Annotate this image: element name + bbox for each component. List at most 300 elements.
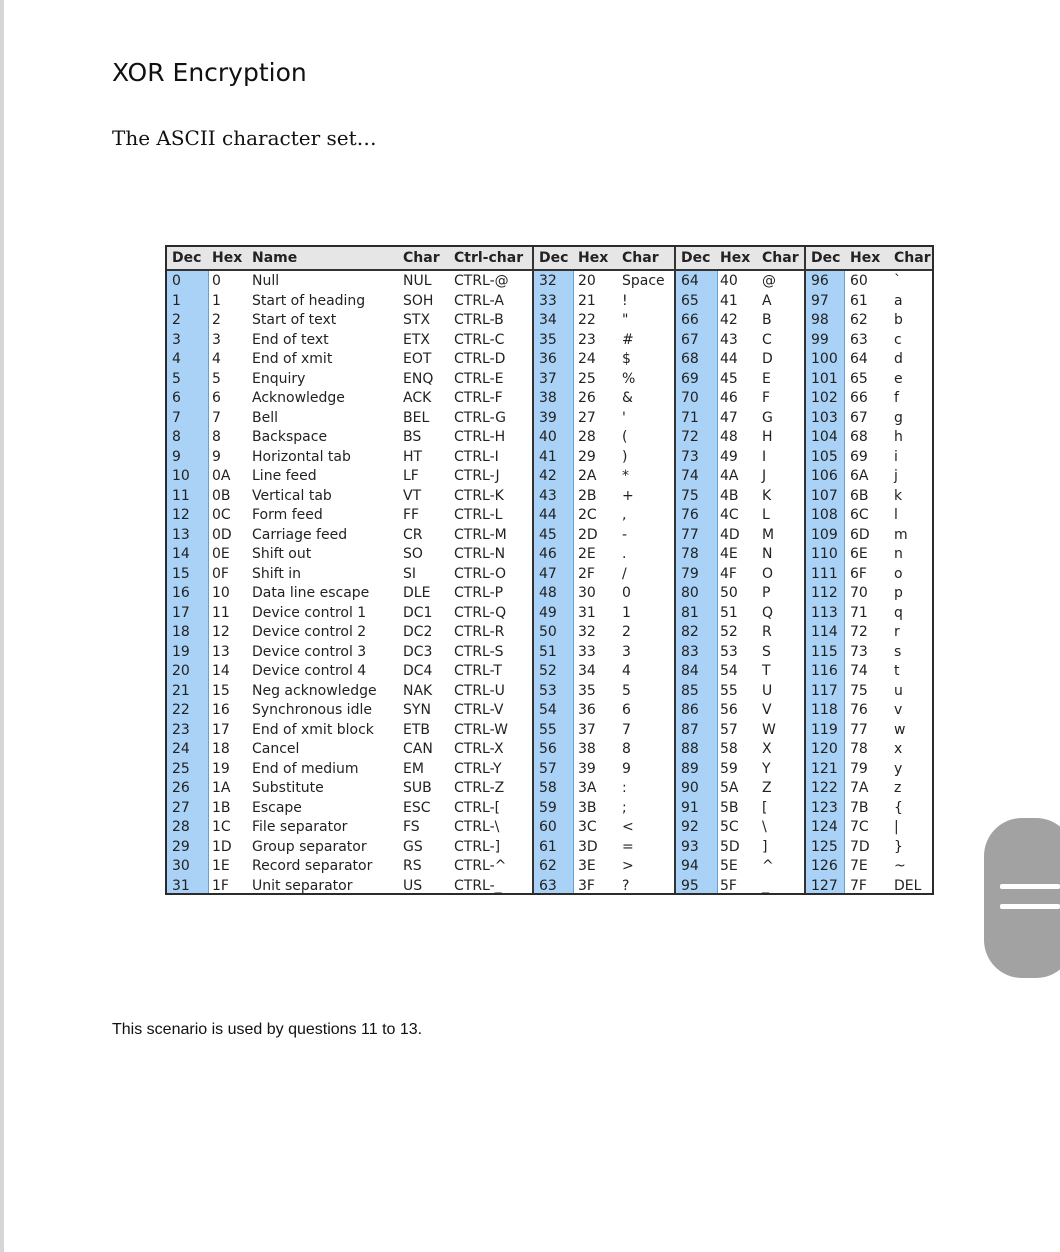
- cell-dec: 99: [811, 331, 829, 348]
- table-row: [676, 643, 804, 663]
- header-hex: Hex: [578, 250, 609, 266]
- cell-hex: 2E: [578, 546, 596, 563]
- cell-dec: 88: [681, 741, 699, 758]
- cell-dec: 38: [539, 390, 557, 407]
- cell-dec: 20: [172, 663, 190, 680]
- cell-dec: 96: [811, 273, 829, 289]
- cell-hex: 5: [212, 370, 221, 387]
- cell-char: ": [622, 312, 629, 329]
- cell-hex: 0: [212, 273, 221, 289]
- header-dec: Dec: [811, 250, 841, 266]
- cell-hex: 77: [850, 721, 868, 738]
- cell-char: 3: [622, 643, 631, 660]
- cell-dec: 9: [172, 448, 181, 465]
- table-row: [676, 623, 804, 643]
- cell-ctrl-char: CTRL-U: [454, 682, 505, 699]
- cell-hex: 17: [212, 721, 230, 738]
- cell-dec: 41: [539, 448, 557, 465]
- cell-dec: 123: [811, 799, 838, 816]
- table-row: [534, 370, 674, 390]
- cell-dec: 69: [681, 370, 699, 387]
- cell-char: <: [622, 819, 634, 836]
- table-row: [676, 838, 804, 858]
- cell-char: U: [762, 682, 773, 699]
- cell-hex: 6E: [850, 546, 868, 563]
- cell-hex: 4: [212, 351, 221, 368]
- table-row: [167, 779, 532, 799]
- cell-char: B: [762, 312, 772, 329]
- cell-dec: 80: [681, 585, 699, 602]
- cell-dec: 0: [172, 273, 181, 289]
- cell-char: DEL: [894, 877, 922, 894]
- cell-dec: 98: [811, 312, 829, 329]
- table-row: [676, 857, 804, 877]
- cell-hex: 27: [578, 409, 596, 426]
- cell-ctrl-char: CTRL-D: [454, 351, 506, 368]
- table-row: [534, 311, 674, 331]
- cell-hex: 78: [850, 741, 868, 758]
- cell-hex: 65: [850, 370, 868, 387]
- cell-hex: 6A: [850, 468, 869, 485]
- table-row: [806, 487, 932, 507]
- cell-hex: 69: [850, 448, 868, 465]
- cell-char: 5: [622, 682, 631, 699]
- cell-char: W: [762, 721, 776, 738]
- cell-dec: 100: [811, 351, 838, 368]
- cell-char: #: [622, 331, 634, 348]
- table-row: [534, 623, 674, 643]
- table-row: [167, 311, 532, 331]
- cell-char: SO: [403, 546, 423, 563]
- cell-dec: 3: [172, 331, 181, 348]
- header-hex: Hex: [212, 250, 243, 266]
- cell-hex: 5F: [720, 877, 737, 894]
- table-row: [806, 604, 932, 624]
- cell-dec: 117: [811, 682, 838, 699]
- table-row: [676, 779, 804, 799]
- cell-char: L: [762, 507, 770, 524]
- cell-dec: 4: [172, 351, 181, 368]
- cell-dec: 115: [811, 643, 838, 660]
- cell-hex: 8: [212, 429, 221, 446]
- cell-char: $: [622, 351, 631, 368]
- table-row: [534, 526, 674, 546]
- cell-char: ETX: [403, 331, 430, 348]
- cell-hex: 2F: [578, 565, 595, 582]
- cell-char: Z: [762, 780, 772, 797]
- cell-char: /: [622, 565, 627, 582]
- table-row: [806, 389, 932, 409]
- cell-char: -: [622, 526, 628, 543]
- cell-char: V: [762, 702, 772, 719]
- cell-hex: 1E: [212, 858, 230, 875]
- cell-hex: 6D: [850, 526, 870, 543]
- cell-dec: 122: [811, 780, 838, 797]
- header-hex: Hex: [720, 250, 751, 266]
- table-row: [806, 643, 932, 663]
- table-row: [806, 448, 932, 468]
- cell-dec: 5: [172, 370, 181, 387]
- cell-dec: 21: [172, 682, 190, 699]
- cell-ctrl-char: CTRL-E: [454, 370, 504, 387]
- cell-char: v: [894, 702, 903, 719]
- cell-dec: 114: [811, 624, 838, 641]
- cell-dec: 51: [539, 643, 557, 660]
- table-row: [167, 487, 532, 507]
- table-row: [534, 760, 674, 780]
- table-row: [806, 428, 932, 448]
- cell-char: (: [622, 429, 628, 446]
- cell-char: g: [894, 409, 903, 426]
- cell-hex: 2A: [578, 468, 597, 485]
- cell-name: Record separator: [252, 858, 373, 875]
- table-row: [167, 818, 532, 838]
- cell-hex: 45: [720, 370, 738, 387]
- table-row: [676, 448, 804, 468]
- cell-char: P: [762, 585, 771, 602]
- cell-char: f: [894, 390, 899, 407]
- table-row: [167, 721, 532, 741]
- cell-hex: 75: [850, 682, 868, 699]
- cell-hex: 0B: [212, 487, 231, 504]
- ascii-group-symbols: [534, 247, 676, 893]
- cell-hex: 73: [850, 643, 868, 660]
- cell-hex: 3F: [578, 877, 595, 894]
- cell-char: *: [622, 468, 629, 485]
- table-row: [167, 584, 532, 604]
- cell-dec: 74: [681, 468, 699, 485]
- cell-hex: 10: [212, 585, 230, 602]
- cell-hex: 7E: [850, 858, 868, 875]
- table-row: [676, 331, 804, 351]
- cell-char: 2: [622, 624, 631, 641]
- cell-dec: 29: [172, 838, 190, 855]
- table-row: [167, 370, 532, 390]
- table-row: [167, 565, 532, 585]
- cell-hex: 18: [212, 741, 230, 758]
- cell-char: b: [894, 312, 903, 329]
- cell-dec: 8: [172, 429, 181, 446]
- cell-char: ': [622, 409, 626, 426]
- table-row: [676, 467, 804, 487]
- cell-dec: 59: [539, 799, 557, 816]
- table-row: [806, 721, 932, 741]
- cell-char: F: [762, 390, 771, 407]
- cell-char: @: [762, 273, 776, 289]
- cell-char: x: [894, 741, 903, 758]
- cell-name: Vertical tab: [252, 487, 332, 504]
- cell-dec: 60: [539, 819, 557, 836]
- table-row: [676, 740, 804, 760]
- table-header-row: [676, 247, 804, 271]
- table-row: [534, 838, 674, 858]
- cell-hex: 24: [578, 351, 596, 368]
- cell-dec: 31: [172, 877, 190, 894]
- table-row: [534, 448, 674, 468]
- cell-dec: 110: [811, 546, 838, 563]
- cell-char: i: [894, 448, 898, 465]
- cell-dec: 103: [811, 409, 838, 426]
- table-row: [806, 565, 932, 585]
- cell-ctrl-char: CTRL-O: [454, 565, 507, 582]
- cell-char: z: [894, 780, 902, 797]
- cell-char: ;: [622, 799, 627, 816]
- cell-dec: 42: [539, 468, 557, 485]
- cell-dec: 126: [811, 858, 838, 875]
- cell-char: 0: [622, 585, 631, 602]
- cell-ctrl-char: CTRL-R: [454, 624, 505, 641]
- cell-ctrl-char: CTRL-V: [454, 702, 504, 719]
- table-row: [167, 760, 532, 780]
- table-row: [534, 292, 674, 312]
- cell-hex: 0D: [212, 526, 232, 543]
- table-row: [806, 545, 932, 565]
- cell-hex: 40: [720, 273, 738, 289]
- cell-dec: 79: [681, 565, 699, 582]
- table-row: [167, 292, 532, 312]
- page-title: XOR Encryption: [112, 58, 307, 87]
- cell-hex: 2D: [578, 526, 598, 543]
- cell-char: LF: [403, 468, 419, 485]
- cell-char: R: [762, 624, 772, 641]
- table-row: [806, 350, 932, 370]
- cell-hex: 6B: [850, 487, 869, 504]
- cell-dec: 44: [539, 507, 557, 524]
- cell-hex: 33: [578, 643, 596, 660]
- cell-hex: 59: [720, 760, 738, 777]
- table-row: [534, 545, 674, 565]
- header-char: Char: [762, 250, 799, 266]
- cell-ctrl-char: CTRL-S: [454, 643, 504, 660]
- cell-char: M: [762, 526, 775, 543]
- cell-char: DC2: [403, 624, 433, 641]
- cell-hex: 2: [212, 312, 221, 329]
- table-row: [676, 311, 804, 331]
- cell-dec: 73: [681, 448, 699, 465]
- cell-char: ]: [762, 838, 768, 855]
- cell-dec: 78: [681, 546, 699, 563]
- header-char: Char: [622, 250, 659, 266]
- table-row: [167, 799, 532, 819]
- table-row: [676, 428, 804, 448]
- header-char: Char: [403, 250, 440, 266]
- cell-dec: 97: [811, 292, 829, 309]
- cell-hex: 29: [578, 448, 596, 465]
- cell-char: e: [894, 370, 903, 387]
- scroll-handle[interactable]: [984, 818, 1060, 978]
- cell-hex: 4B: [720, 487, 739, 504]
- table-row: [167, 857, 532, 877]
- cell-dec: 67: [681, 331, 699, 348]
- cell-hex: 22: [578, 312, 596, 329]
- cell-char: u: [894, 682, 903, 699]
- cell-dec: 106: [811, 468, 838, 485]
- cell-ctrl-char: CTRL-F: [454, 390, 503, 407]
- cell-hex: 1C: [212, 819, 231, 836]
- table-row: [534, 428, 674, 448]
- cell-hex: 53: [720, 643, 738, 660]
- cell-dec: 86: [681, 702, 699, 719]
- cell-dec: 66: [681, 312, 699, 329]
- cell-char: ^: [762, 858, 774, 875]
- cell-hex: 42: [720, 312, 738, 329]
- cell-hex: 46: [720, 390, 738, 407]
- cell-ctrl-char: CTRL-X: [454, 741, 504, 758]
- cell-dec: 23: [172, 721, 190, 738]
- cell-ctrl-char: CTRL-^: [454, 858, 507, 875]
- cell-hex: 2C: [578, 507, 597, 524]
- cell-char: SYN: [403, 702, 431, 719]
- cell-dec: 121: [811, 760, 838, 777]
- cell-dec: 10: [172, 468, 190, 485]
- table-row: [167, 428, 532, 448]
- cell-char: BS: [403, 429, 422, 446]
- header-char: Char: [894, 250, 931, 266]
- cell-hex: 0F: [212, 565, 229, 582]
- cell-dec: 92: [681, 819, 699, 836]
- table-row: [806, 292, 932, 312]
- cell-char: =: [622, 838, 634, 855]
- table-row: [167, 448, 532, 468]
- cell-name: Neg acknowledge: [252, 682, 377, 699]
- cell-dec: 15: [172, 565, 190, 582]
- cell-hex: 30: [578, 585, 596, 602]
- cell-ctrl-char: CTRL-H: [454, 429, 506, 446]
- cell-hex: 39: [578, 760, 596, 777]
- table-row: [806, 370, 932, 390]
- cell-hex: 67: [850, 409, 868, 426]
- cell-dec: 54: [539, 702, 557, 719]
- cell-name: Line feed: [252, 468, 317, 485]
- table-row: [534, 350, 674, 370]
- table-row: [534, 467, 674, 487]
- cell-char: h: [894, 429, 903, 446]
- cell-hex: 7A: [850, 780, 869, 797]
- cell-hex: 3B: [578, 799, 597, 816]
- cell-char: q: [894, 604, 903, 621]
- cell-dec: 47: [539, 565, 557, 582]
- table-row: [806, 623, 932, 643]
- cell-dec: 82: [681, 624, 699, 641]
- cell-name: Enquiry: [252, 370, 306, 387]
- cell-dec: 32: [539, 273, 557, 289]
- cell-hex: 28: [578, 429, 596, 446]
- cell-char: _: [762, 877, 769, 894]
- page-subtitle: The ASCII character set…: [112, 126, 377, 150]
- cell-dec: 19: [172, 643, 190, 660]
- table-header-row: [806, 247, 932, 271]
- cell-dec: 101: [811, 370, 838, 387]
- table-row: [167, 545, 532, 565]
- cell-hex: 7F: [850, 877, 867, 894]
- cell-hex: 66: [850, 390, 868, 407]
- cell-hex: 72: [850, 624, 868, 641]
- table-row: [806, 506, 932, 526]
- cell-dec: 107: [811, 487, 838, 504]
- cell-char: I: [762, 448, 767, 465]
- table-row: [534, 799, 674, 819]
- table-row: [167, 701, 532, 721]
- cell-dec: 70: [681, 390, 699, 407]
- cell-char: }: [894, 838, 903, 855]
- cell-hex: 11: [212, 604, 230, 621]
- table-row: [534, 487, 674, 507]
- cell-hex: 68: [850, 429, 868, 446]
- cell-hex: 57: [720, 721, 738, 738]
- cell-char: DC3: [403, 643, 433, 660]
- table-row: [534, 721, 674, 741]
- table-row: [806, 662, 932, 682]
- cell-dec: 77: [681, 526, 699, 543]
- cell-dec: 57: [539, 760, 557, 777]
- cell-char: >: [622, 858, 634, 875]
- cell-char: E: [762, 370, 771, 387]
- cell-char: ): [622, 448, 628, 465]
- cell-char: H: [762, 429, 773, 446]
- table-row: [676, 799, 804, 819]
- cell-char: NUL: [403, 273, 432, 289]
- cell-dec: 84: [681, 663, 699, 680]
- cell-char: Y: [762, 760, 771, 777]
- cell-char: EM: [403, 760, 424, 777]
- cell-char: 9: [622, 760, 631, 777]
- cell-hex: 14: [212, 663, 230, 680]
- cell-dec: 50: [539, 624, 557, 641]
- table-row: [676, 721, 804, 741]
- cell-dec: 48: [539, 585, 557, 602]
- cell-dec: 22: [172, 702, 190, 719]
- table-row: [534, 857, 674, 877]
- table-row: [167, 604, 532, 624]
- cell-ctrl-char: CTRL-K: [454, 487, 504, 504]
- cell-hex: 52: [720, 624, 738, 641]
- cell-dec: 37: [539, 370, 557, 387]
- cell-char: Space: [622, 273, 665, 289]
- cell-hex: 38: [578, 741, 596, 758]
- cell-hex: 61: [850, 292, 868, 309]
- cell-ctrl-char: CTRL-C: [454, 331, 505, 348]
- cell-dec: 17: [172, 604, 190, 621]
- table-row: [534, 409, 674, 429]
- cell-char: ,: [622, 507, 627, 524]
- cell-dec: 87: [681, 721, 699, 738]
- cell-hex: 12: [212, 624, 230, 641]
- table-row: [534, 584, 674, 604]
- cell-dec: 43: [539, 487, 557, 504]
- table-row: [534, 877, 674, 897]
- cell-hex: 37: [578, 721, 596, 738]
- table-row: [167, 409, 532, 429]
- cell-char: {: [894, 799, 903, 816]
- cell-hex: 13: [212, 643, 230, 660]
- cell-char: p: [894, 585, 903, 602]
- cell-char: O: [762, 565, 774, 582]
- cell-hex: 4A: [720, 468, 739, 485]
- table-row: [534, 389, 674, 409]
- table-row: [676, 292, 804, 312]
- cell-char: N: [762, 546, 773, 563]
- cell-name: End of text: [252, 331, 329, 348]
- cell-char: NAK: [403, 682, 433, 699]
- cell-hex: 5C: [720, 819, 739, 836]
- cell-name: Escape: [252, 799, 302, 816]
- table-row: [676, 604, 804, 624]
- cell-hex: 3C: [578, 819, 597, 836]
- cell-char: DLE: [403, 585, 431, 602]
- cell-name: Start of text: [252, 312, 337, 329]
- table-row: [167, 506, 532, 526]
- cell-dec: 16: [172, 585, 190, 602]
